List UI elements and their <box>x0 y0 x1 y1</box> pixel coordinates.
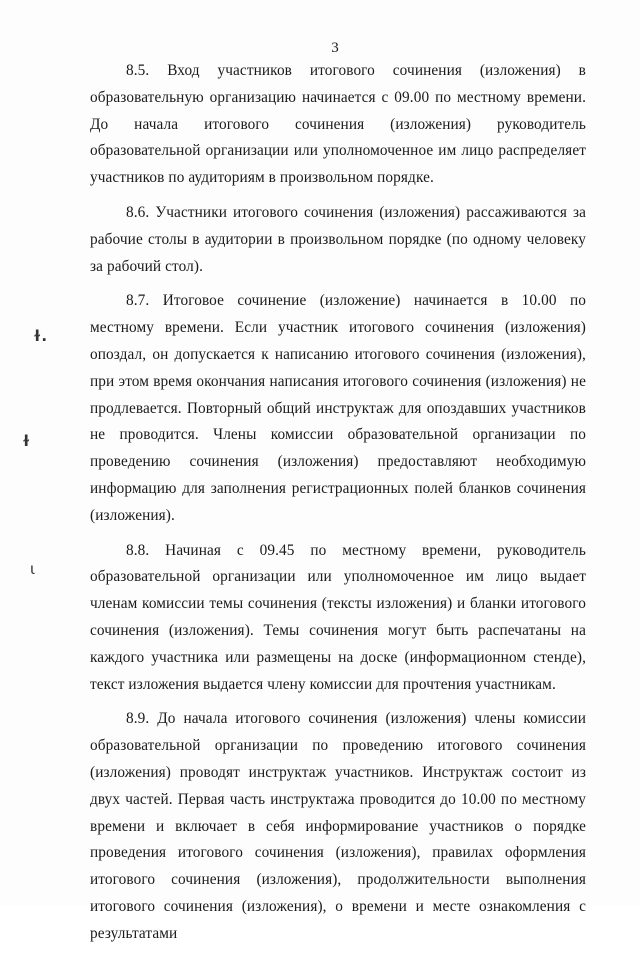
margin-mark: ɫ. <box>33 327 48 345</box>
paragraph-8-8: 8.8. Начиная с 09.45 по местному времени, руководитель образовательной организации или уполномоченное им лицо выдает членам комиссии темы сочинения (тексты изложения) и бланки итогового сочинения (изложения). Темы сочинения могут быть распечатаны на каждого участника или размещены на доске (информационном стенде), текст изложения выдается члену комиссии для прочтения участникам. <box>90 541 586 693</box>
margin-mark: ɫ <box>22 432 31 450</box>
margin-mark: ι <box>30 560 36 578</box>
document-body <box>90 58 586 956</box>
paragraph-8-7: 8.7. Итоговое сочинение (изложение) начинается в 10.00 по местному времени. Если участник итогового сочинения (изложения) опоздал, он допускается к написанию итогового сочинения (изложения), при этом время окончания написания итогового сочинения (изложения) не продлевается. Повторный общий инструктаж для опоздавших участников не проводится. Члены комиссии образовательной организации по проведению сочинения (изложения) предоставляют необходимую информацию для заполнения регистрационных полей бланков сочинения (изложения). <box>90 292 586 524</box>
paragraph-8-5: 8.5. Вход участников итогового сочинения (изложения) в образовательную организацию начинается с 09.00 по местному времени. До начала итогового сочинения (изложения) руководитель образовательной организации или уполномоченное им лицо распределяет участников по аудиториям в произвольном порядке. <box>90 62 586 187</box>
paragraph-8-9: 8.9. До начала итогового сочинения (изложения) члены комиссии образовательной организации по проведению итогового сочинения (изложения) проводят инструктаж участников. Инструктаж состоит из двух частей. Первая часть инструктажа проводится до 10.00 по местному времени и включает в себя информирование участников о порядке проведения итогового сочинения (изложения), правилах оформления итогового сочинения (изложения), продолжительности выполнения итогового сочинения (изложения), о времени и месте ознакомления с результатами <box>90 710 586 942</box>
page-number: 3 <box>331 40 339 56</box>
paragraph-8-6: 8.6. Участники итогового сочинения (изложения) рассаживаются за рабочие столы в аудитории в произвольном порядке (по одному человеку за рабочий стол). <box>90 203 586 275</box>
